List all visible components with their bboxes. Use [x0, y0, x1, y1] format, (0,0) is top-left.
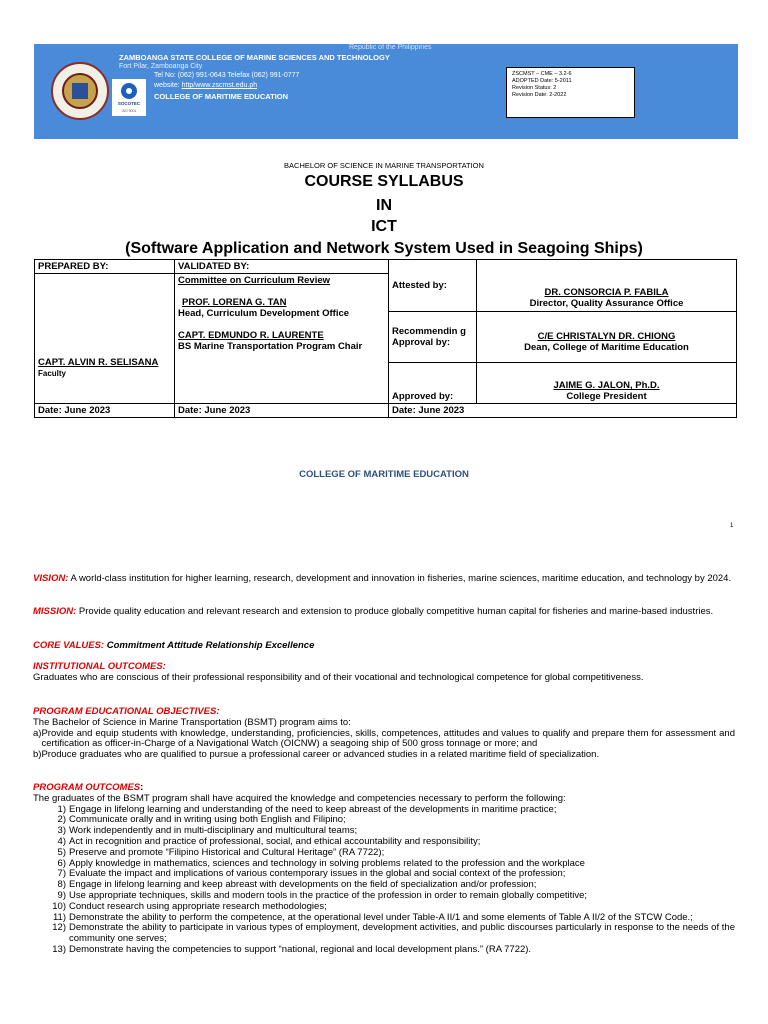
college-seal-icon: [51, 62, 109, 120]
attested-signatory: [477, 260, 737, 312]
approved-signatory: [477, 363, 737, 404]
mission-text: Provide quality education and relevant research and extension to produce globally competitive human capital for fisheries and marine-based industries.: [76, 606, 714, 617]
adopted-date: ADOPTED Date: 5-2011: [512, 78, 572, 84]
program-outcome-item: 5) Preserve and promote “Filipino Historical and Cultural Heritage” (RA 7722);: [57, 846, 385, 858]
attested-label: Attested by:: [389, 260, 477, 312]
syllabus-title-in: IN: [376, 197, 392, 214]
revision-status: Revision Status: 2: [512, 85, 557, 91]
core-values-label: CORE VALUES:: [33, 640, 105, 651]
syllabus-title: COURSE SYLLABUS: [304, 173, 464, 190]
program-outcome-item: 11) Demonstrate the ability to perform the competence, at the operational level under Table-A II/1 and some elements of Table A II/2 of the STCW Code.;: [52, 911, 693, 923]
college-website: website: http/www.zscmst.edu.ph: [154, 82, 258, 89]
revision-date: Revision Date: 2-2022: [512, 92, 567, 98]
vision-text: A world-class institution for higher learning, research, development and innovation in fisheries, marine sciences, maritime education, and technology by 2024.: [68, 573, 732, 584]
recommending-signatory: [477, 312, 737, 363]
document-control-box: [506, 67, 635, 118]
laurente-name: CAPT. EDMUNDO R. LAURENTE: [178, 330, 324, 341]
college-address: Fort Pilar, Zamboanga City: [119, 63, 203, 70]
program-outcome-item: 9) Use appropriate techniques, skills and modern tools in the practice of the profession in order to remain globally competitive;: [57, 889, 588, 901]
program-outcome-item: 1) Engage in lifelong learning and understanding of the need to keep abreast of the developments in maritime practice;: [57, 803, 557, 815]
program-outcomes-label: PROGRAM OUTCOMES: [33, 782, 141, 793]
document-code: ZSCMST – CME – 3.2-6: [512, 71, 572, 77]
program-outcome-item: 2) Communicate orally and in writing using both English and Filipino;: [57, 814, 346, 826]
date-prepared: Date: June 2023: [35, 404, 175, 418]
program-outcomes-section: [33, 783, 735, 956]
program-outcomes-intro: The graduates of the BSMT program shall have acquired the knowledge and competencies necessary to perform the following:: [33, 792, 566, 804]
list-item: b) Produce graduates who are qualified to pursue a professional career or advanced studies in a related maritime field of specialization.: [33, 749, 600, 761]
program-outcome-item: 12) Demonstrate the ability to participate in various types of employment, development activities, and public discourses particularly in response to the needs of the community one serves;: [52, 922, 735, 945]
prepared-signatory: [35, 274, 175, 404]
jalon-title: College President: [566, 391, 647, 402]
tan-name: PROF. LORENA G. TAN: [182, 297, 287, 308]
website-link[interactable]: http/www.zscmst.edu.ph: [181, 82, 258, 89]
program-outcomes-list: [33, 805, 735, 956]
recommending-label: Recommendin g Approval by:: [389, 312, 477, 363]
date-approved: Date: June 2023: [389, 404, 737, 418]
prepared-by-label: PREPARED BY:: [35, 260, 175, 274]
college-telephone: Tel No: (062) 991-0643 Telefax (062) 991-0777: [154, 72, 300, 79]
selisana-name: CAPT. ALVIN R. SELISANA: [38, 357, 159, 368]
institutional-outcomes-text: Graduates who are conscious of their professional responsibility and of their vocational and technological competence for global competitiveness.: [33, 671, 644, 683]
selisana-title: Faculty: [38, 369, 67, 378]
footer-department: COLLEGE OF MARITIME EDUCATION: [299, 469, 469, 480]
peo-section: [33, 707, 735, 761]
laurente-title: BS Marine Transportation Program Chair: [178, 341, 363, 352]
program-title: BACHELOR OF SCIENCE IN MARINE TRANSPORTATION: [284, 161, 484, 170]
socotec-certification-logo: SOCOTEC ISO 9001: [112, 79, 146, 116]
peo-label: PROGRAM EDUCATIONAL OBJECTIVES:: [33, 706, 220, 717]
validated-by-label: VALIDATED BY:: [175, 260, 389, 274]
vision-label: VISION:: [33, 573, 69, 584]
signatories-table: [34, 259, 737, 418]
program-outcomes-heading: PROGRAM OUTCOMES:: [33, 782, 144, 793]
core-values-section: [33, 641, 735, 652]
college-name: ZAMBOANGA STATE COLLEGE OF MARINE SCIENCES AND TECHNOLOGY: [119, 53, 390, 62]
validated-signatories: [175, 274, 389, 404]
chiong-title: Dean, College of Maritime Education: [524, 341, 689, 353]
republic-label: Republic of the Philippines: [349, 44, 432, 51]
peo-intro: The Bachelor of Science in Marine Transportation (BSMT) program aims to:: [33, 716, 351, 728]
page-number: 1: [730, 523, 734, 529]
course-subtitle: (Software Application and Network System Used in Seagoing Ships): [125, 240, 643, 257]
program-outcome-item: 4) Act in recognition and practice of professional, social, and ethical accountability and responsibility;: [57, 835, 481, 847]
program-outcome-item: 10) Conduct research using appropriate research methodologies;: [52, 900, 327, 912]
fabila-title: Director, Quality Assurance Office: [529, 298, 684, 309]
chiong-name: C/E CHRISTALYN DR. CHIONG: [537, 330, 676, 342]
program-outcome-item: 3) Work independently and in multi-disciplinary and multicultural teams;: [57, 825, 358, 837]
program-outcome-item: 6) Apply knowledge in mathematics, sciences and technology in solving problems related to the profession and the workplace: [57, 857, 585, 869]
institutional-outcomes-label: INSTITUTIONAL OUTCOMES:: [33, 661, 166, 672]
fabila-name: DR. CONSORCIA P. FABILA: [544, 287, 669, 298]
course-name: ICT: [371, 218, 397, 235]
institutional-outcomes-section: [33, 662, 735, 684]
program-outcome-item: 7) Evaluate the impact and implications of various contemporary issues in the global and social context of the profession;: [57, 868, 566, 880]
mission-section: [33, 607, 735, 618]
list-item: a) Provide and equip students with knowledge, understanding, proficiencies, skills, competences, attitudes and values to qualify and prepare them for assessment and certification as officer-in-Charge of a Navigational Watch (OICNW) a seagoing ship of 500 gross tonnage or more; and: [33, 727, 735, 750]
date-validated: Date: June 2023: [175, 404, 389, 418]
vision-section: [33, 574, 735, 585]
tan-title: Head, Curriculum Development Office: [178, 308, 350, 319]
approved-label: Approved by:: [389, 363, 477, 404]
mission-label: MISSION:: [33, 606, 77, 617]
core-values-text: Commitment Attitude Relationship Excellence: [104, 640, 315, 651]
program-outcome-item: 13) Demonstrate having the competencies to support “national, regional and local development plans.” (RA 7722).: [52, 943, 532, 955]
committee-name: Committee on Curriculum Review: [178, 275, 331, 286]
program-outcome-item: 8) Engage in lifelong learning and keep abreast with developments on the field of specialization and/or profession;: [57, 879, 537, 891]
department-name: COLLEGE OF MARITIME EDUCATION: [154, 92, 289, 101]
jalon-name: JAIME G. JALON, Ph.D.: [553, 380, 660, 391]
